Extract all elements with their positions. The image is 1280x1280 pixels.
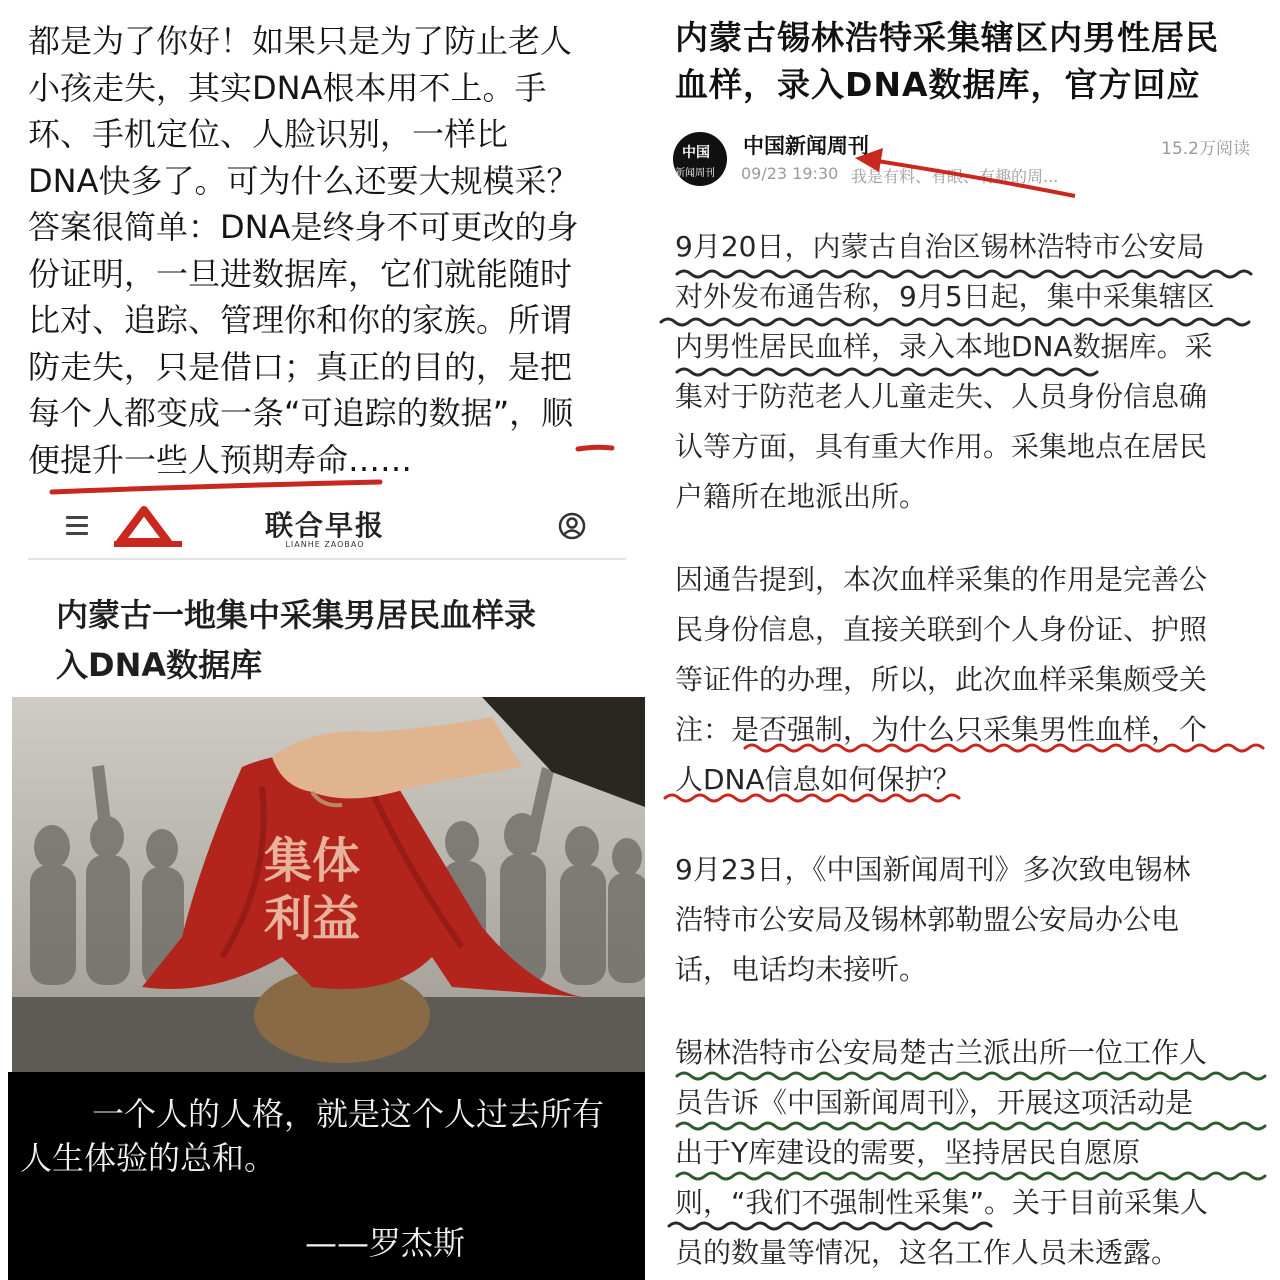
- commentary-line: 份证明，一旦进数据库，它们就能随时: [28, 254, 573, 293]
- squiggle-line: [677, 369, 1097, 375]
- commentary-line: 便提升一些人预期寿命……: [28, 440, 413, 479]
- paragraph-line: 9月20日，内蒙古自治区锡林浩特市公安局: [675, 230, 1205, 263]
- zaobao-name-en: LIANHE ZAOBAO: [285, 540, 365, 549]
- squiggle-line: [677, 1173, 1265, 1179]
- squiggle-line: [669, 1223, 991, 1229]
- paragraph-line: 认等方面，具有重大作用。采集地点在居民: [675, 430, 1208, 463]
- paragraph-line: 则，“我们不强制性采集”。关于目前采集人: [675, 1186, 1209, 1219]
- article-title-line: 内蒙古锡林浩特采集辖区内男性居民: [675, 18, 1219, 57]
- source-name[interactable]: 中国新闻周刊: [743, 134, 869, 158]
- collective-interest-illustration: [12, 697, 645, 1072]
- paragraph-line: 锡林浩特市公安局楚古兰派出所一位工作人: [675, 1036, 1208, 1069]
- squiggle-line: [661, 319, 1249, 325]
- paragraph-line: 内男性居民血样，录入本地DNA数据库。采: [675, 330, 1213, 363]
- squiggle-annotations: [655, 0, 1280, 1280]
- publish-date: 09/23 19:30: [741, 164, 839, 183]
- paragraph-line: 浩特市公安局及锡林郭勒盟公安局办公电: [675, 903, 1180, 936]
- paragraph-line: 因通告提到，本次血样采集的作用是完善公: [675, 563, 1208, 596]
- quote-block: [8, 1072, 645, 1280]
- zaobao-logo-icon[interactable]: [112, 504, 192, 550]
- article-title-line: 血样，录入DNA数据库，官方回应: [675, 65, 1201, 104]
- cloth-label: [252, 832, 372, 948]
- red-underline-annotation: [0, 0, 645, 500]
- commentary-panel: [0, 0, 645, 500]
- paragraph-line: 民身份信息，直接关联到个人身份证、护照: [675, 613, 1208, 646]
- paragraph-line: 话，电话均未接听。: [675, 953, 928, 986]
- paragraph-line: 出于Y库建设的需要，坚持居民自愿原: [675, 1136, 1141, 1169]
- avatar-text-top: 中国: [682, 145, 710, 161]
- commentary-line: 防走失，只是借口；真正的目的，是把: [28, 347, 573, 386]
- squiggle-line: [665, 795, 959, 801]
- paragraph-line: 员的数量等情况，这名工作人员未透露。: [675, 1236, 1180, 1269]
- commentary-line: 答案很简单：DNA是终身不可更改的身: [28, 208, 579, 246]
- squiggle-line: [677, 1073, 1265, 1079]
- commentary-line: 小孩走失，其实DNA根本用不上。手: [28, 68, 547, 107]
- zaobao-headline-card[interactable]: [28, 560, 626, 696]
- paragraph-line: 户籍所在地派出所。: [675, 480, 928, 513]
- headline-line: 入DNA数据库: [56, 646, 263, 684]
- cloth-label-line: 集体: [263, 833, 360, 889]
- avatar-text-bottom: 新闻周刊: [675, 168, 715, 179]
- paragraph-line: 对外发布通告称，9月5日起，集中采集辖区: [675, 280, 1215, 313]
- paragraph-line: 集对于防范老人儿童走失、人员身份信息确: [675, 380, 1208, 413]
- zaobao-name: 联合早报: [264, 509, 385, 542]
- news-article: [655, 0, 1280, 1280]
- commentary-line: 每个人都变成一条“可追踪的数据”，顺: [28, 394, 574, 432]
- zaobao-headline: [56, 590, 616, 690]
- commentary-line: 比对、追踪、管理你和你的家族。所谓: [28, 301, 573, 339]
- read-count: 15.2万阅读: [1161, 139, 1250, 159]
- cloth-label-line: 利益: [263, 891, 360, 947]
- user-account-icon[interactable]: [558, 512, 586, 540]
- quote-text: 一个人的人格，就是这个人过去所有人生体验的总和。: [20, 1095, 605, 1177]
- commentary-line: 都是为了你好！如果只是为了防止老人: [28, 22, 573, 60]
- quote-author: ——罗杰斯: [304, 1224, 465, 1262]
- paragraph-line: 人DNA信息如何保护？: [675, 763, 961, 796]
- paragraph-line: 员告诉《中国新闻周刊》，开展这项活动是: [675, 1086, 1194, 1119]
- zaobao-header-bar: [28, 500, 626, 560]
- paragraph-line: 注：是否强制，为什么只采集男性血样，个: [675, 713, 1208, 746]
- commentary-line: 环、手机定位、人脸识别，一样比: [28, 115, 509, 153]
- squiggle-line: [677, 271, 1251, 277]
- squiggle-line: [677, 1123, 1265, 1129]
- headline-line: 内蒙古一地集中采集男居民血样录: [56, 596, 537, 634]
- paragraph-line: 9月23日，《中国新闻周刊》多次致电锡林: [675, 853, 1191, 886]
- paragraph-line: 等证件的办理，所以，此次血样采集颇受关: [675, 663, 1208, 696]
- squiggle-line: [745, 745, 1263, 751]
- source-description: 我是有料、有眼、有趣的周...: [851, 167, 1059, 186]
- menu-icon[interactable]: [66, 516, 88, 536]
- commentary-line: DNA快多了。可为什么还要大规模采？: [28, 161, 579, 200]
